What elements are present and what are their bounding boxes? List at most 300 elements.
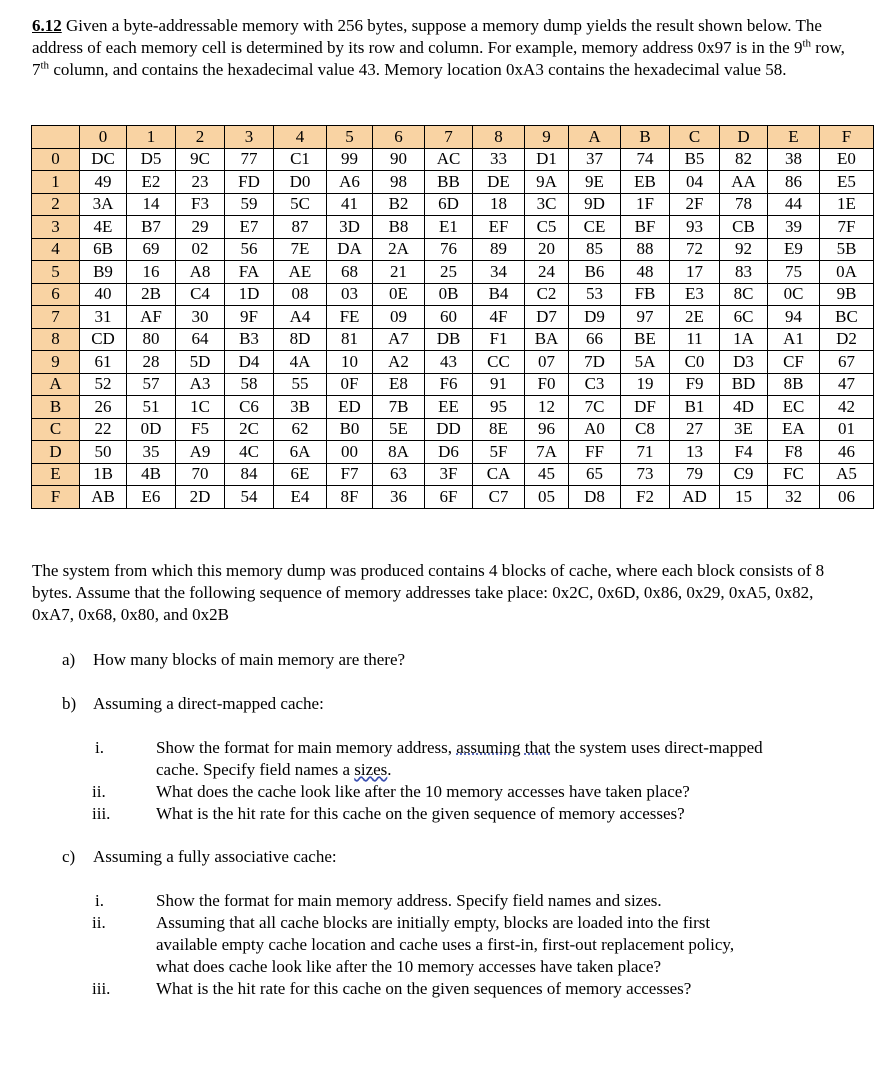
memory-cell: EA [768,418,820,441]
memory-cell: A0 [569,418,621,441]
memory-cell: 94 [768,306,820,329]
memory-cell: 5F [473,441,525,464]
memory-cell: 7D [569,351,621,374]
memory-cell: 5D [176,351,225,374]
memory-cell: 77 [225,148,274,171]
memory-cell: 2D [176,486,225,509]
corner-cell [32,126,80,149]
memory-cell: 30 [176,306,225,329]
memory-cell: 75 [768,261,820,284]
memory-row [32,418,874,441]
memory-cell: 2B [127,283,176,306]
memory-cell: 8E [473,418,525,441]
column-header: 0 [80,126,127,149]
memory-cell: CE [569,216,621,239]
memory-cell: 8D [274,328,327,351]
memory-cell: 46 [820,441,874,464]
memory-cell: 35 [127,441,176,464]
memory-cell: A9 [176,441,225,464]
question-c-label: c) [62,847,76,866]
memory-cell: 2A [373,238,425,261]
memory-cell: 37 [569,148,621,171]
memory-cell: 9F [225,306,274,329]
memory-cell: 68 [327,261,373,284]
memory-cell: 47 [820,373,874,396]
memory-cell: 0A [820,261,874,284]
memory-cell: 38 [768,148,820,171]
memory-cell: 2F [670,193,720,216]
memory-cell: F3 [176,193,225,216]
memory-cell: 57 [127,373,176,396]
memory-cell: 9B [820,283,874,306]
memory-cell: 65 [569,463,621,486]
memory-cell: 95 [473,396,525,419]
memory-cell: 76 [425,238,473,261]
memory-cell: 00 [327,441,373,464]
memory-cell: FA [225,261,274,284]
memory-cell: 85 [569,238,621,261]
memory-cell: 16 [127,261,176,284]
memory-cell: E1 [425,216,473,239]
memory-cell: B0 [327,418,373,441]
memory-cell: 70 [176,463,225,486]
memory-cell: C3 [569,373,621,396]
memory-cell: A4 [274,306,327,329]
memory-cell: 5E [373,418,425,441]
memory-cell: CB [720,216,768,239]
column-header: B [621,126,670,149]
memory-cell: 80 [127,328,176,351]
memory-cell: A2 [373,351,425,374]
row-header: 6 [32,283,80,306]
memory-cell: CC [473,351,525,374]
memory-cell: 99 [327,148,373,171]
memory-cell: 3D [327,216,373,239]
memory-cell: 98 [373,171,425,194]
memory-row [32,463,874,486]
memory-cell: DB [425,328,473,351]
memory-cell: E2 [127,171,176,194]
memory-cell: E9 [768,238,820,261]
memory-cell: 93 [670,216,720,239]
memory-cell: B8 [373,216,425,239]
memory-cell: 63 [373,463,425,486]
memory-cell: 69 [127,238,176,261]
memory-row [32,441,874,464]
memory-cell: F4 [720,441,768,464]
memory-cell: 45 [525,463,569,486]
question-a-text: How many blocks of main memory are there? [93,650,406,669]
memory-cell: B3 [225,328,274,351]
memory-cell: AD [670,486,720,509]
column-header: C [670,126,720,149]
memory-row [32,328,874,351]
memory-cell: C9 [720,463,768,486]
memory-cell: 12 [525,396,569,419]
memory-cell: ED [327,396,373,419]
memory-cell: 43 [425,351,473,374]
memory-cell: 72 [670,238,720,261]
memory-cell: 03 [327,283,373,306]
memory-cell: 6B [80,238,127,261]
memory-row [32,306,874,329]
memory-cell: 6A [274,441,327,464]
memory-cell: E8 [373,373,425,396]
memory-cell: 7A [525,441,569,464]
question-c-i-label: i. [95,891,104,910]
memory-cell: 1A [720,328,768,351]
memory-cell: 14 [127,193,176,216]
memory-cell: 13 [670,441,720,464]
memory-cell: E0 [820,148,874,171]
memory-row [32,283,874,306]
memory-cell: 53 [569,283,621,306]
memory-cell: 60 [425,306,473,329]
memory-cell: FE [327,306,373,329]
memory-cell: 5A [621,351,670,374]
memory-cell: B9 [80,261,127,284]
memory-row [32,486,874,509]
memory-cell: 6C [720,306,768,329]
memory-cell: C2 [525,283,569,306]
memory-cell: 23 [176,171,225,194]
memory-cell: 3A [80,193,127,216]
memory-cell: BB [425,171,473,194]
memory-cell: 24 [525,261,569,284]
memory-cell: A1 [768,328,820,351]
memory-row [32,216,874,239]
row-header: B [32,396,80,419]
memory-cell: 36 [373,486,425,509]
memory-cell: A8 [176,261,225,284]
memory-cell: C0 [670,351,720,374]
question-a-label: a) [62,650,76,669]
memory-cell: 20 [525,238,569,261]
question-c-iii-label: iii. [92,979,111,998]
memory-cell: 49 [80,171,127,194]
memory-cell: DF [621,396,670,419]
memory-cell: 59 [225,193,274,216]
memory-cell: B7 [127,216,176,239]
memory-cell: 5B [820,238,874,261]
memory-cell: 10 [327,351,373,374]
memory-cell: 88 [621,238,670,261]
memory-cell: 6D [425,193,473,216]
column-header: A [569,126,621,149]
memory-cell: E3 [670,283,720,306]
memory-cell: B5 [670,148,720,171]
memory-cell: 1B [80,463,127,486]
row-header: 0 [32,148,80,171]
memory-cell: 01 [820,418,874,441]
memory-cell: 79 [670,463,720,486]
memory-cell: AC [425,148,473,171]
row-header: F [32,486,80,509]
memory-cell: 51 [127,396,176,419]
memory-cell: 04 [670,171,720,194]
memory-dump-table [31,125,874,509]
memory-cell: 1D [225,283,274,306]
memory-cell: 96 [525,418,569,441]
row-header: 3 [32,216,80,239]
memory-cell: FC [768,463,820,486]
row-header: E [32,463,80,486]
memory-cell: 66 [569,328,621,351]
question-b-i-text: Show the format for main memory address, assuming that the system uses direct-mapped cache. Specify field names a sizes. [156,738,763,779]
memory-cell: EE [425,396,473,419]
memory-cell: 31 [80,306,127,329]
memory-cell: F9 [670,373,720,396]
memory-cell: C4 [176,283,225,306]
memory-cell: D7 [525,306,569,329]
memory-cell: 09 [373,306,425,329]
memory-cell: 9A [525,171,569,194]
memory-cell: 0F [327,373,373,396]
row-header: 8 [32,328,80,351]
memory-cell: A5 [820,463,874,486]
memory-cell: 87 [274,216,327,239]
column-header-row [32,126,874,149]
column-header: 9 [525,126,569,149]
memory-cell: 9E [569,171,621,194]
memory-cell: 56 [225,238,274,261]
memory-row [32,238,874,261]
question-c-ii-text: Assuming that all cache blocks are initially empty, blocks are loaded into the first available empty cache location and cache uses a first-in, first-out replacement policy, what does cache look like after the 10 memory accesses have taken place? [156,913,735,976]
problem-intro [32,15,852,81]
column-header: F [820,126,874,149]
memory-cell: 22 [80,418,127,441]
row-header: 4 [32,238,80,261]
memory-cell: 15 [720,486,768,509]
memory-cell: D0 [274,171,327,194]
memory-cell: DA [327,238,373,261]
memory-cell: CD [80,328,127,351]
memory-cell: D2 [820,328,874,351]
memory-cell: 67 [820,351,874,374]
memory-cell: 4D [720,396,768,419]
memory-cell: 71 [621,441,670,464]
memory-cell: 33 [473,148,525,171]
memory-cell: BE [621,328,670,351]
question-c-ii-label: ii. [92,913,106,932]
memory-cell: 4E [80,216,127,239]
memory-row [32,171,874,194]
row-header: 9 [32,351,80,374]
memory-cell: 8A [373,441,425,464]
column-header: 1 [127,126,176,149]
memory-cell: F1 [473,328,525,351]
question-c-iii-text: What is the hit rate for this cache on the given sequences of memory accesses? [156,979,692,998]
memory-cell: C5 [525,216,569,239]
row-header: D [32,441,80,464]
memory-cell: 07 [525,351,569,374]
memory-cell: CF [768,351,820,374]
memory-cell: C1 [274,148,327,171]
memory-cell: 58 [225,373,274,396]
memory-cell: 9C [176,148,225,171]
memory-cell: E5 [820,171,874,194]
memory-cell: 6E [274,463,327,486]
memory-cell: 7B [373,396,425,419]
memory-cell: AE [274,261,327,284]
memory-cell: 7C [569,396,621,419]
memory-cell: D1 [525,148,569,171]
memory-cell: 06 [820,486,874,509]
memory-cell: 89 [473,238,525,261]
memory-cell: 90 [373,148,425,171]
memory-cell: AB [80,486,127,509]
memory-cell: E4 [274,486,327,509]
memory-cell: 40 [80,283,127,306]
superscript-th-1: th [802,37,812,50]
memory-cell: B6 [569,261,621,284]
memory-cell: E6 [127,486,176,509]
memory-cell: 34 [473,261,525,284]
memory-cell: F6 [425,373,473,396]
memory-cell: EF [473,216,525,239]
row-header: 5 [32,261,80,284]
memory-cell: B2 [373,193,425,216]
memory-cell: 8F [327,486,373,509]
superscript-th-2: th [40,59,50,72]
memory-cell: A6 [327,171,373,194]
memory-cell: 3E [720,418,768,441]
memory-cell: 3B [274,396,327,419]
memory-cell: 62 [274,418,327,441]
memory-cell: FB [621,283,670,306]
memory-cell: E7 [225,216,274,239]
question-b-iii-label: iii. [92,804,111,823]
memory-cell: D5 [127,148,176,171]
memory-cell: BF [621,216,670,239]
memory-cell: F8 [768,441,820,464]
row-header: 1 [32,171,80,194]
memory-cell: DC [80,148,127,171]
memory-cell: 1F [621,193,670,216]
question-b-iii-text: What is the hit rate for this cache on the given sequence of memory accesses? [156,804,685,823]
memory-cell: 7E [274,238,327,261]
memory-cell: 26 [80,396,127,419]
column-header: 7 [425,126,473,149]
memory-cell: 28 [127,351,176,374]
memory-cell: 5C [274,193,327,216]
question-b-i-label: i. [95,738,104,757]
memory-cell: 19 [621,373,670,396]
memory-cell: 54 [225,486,274,509]
question-b-ii-text: What does the cache look like after the 10 memory accesses have taken place? [156,782,690,801]
memory-cell: C8 [621,418,670,441]
memory-cell: A7 [373,328,425,351]
memory-cell: 9D [569,193,621,216]
memory-cell: 0C [768,283,820,306]
memory-cell: F5 [176,418,225,441]
question-b-text: Assuming a direct-mapped cache: [93,694,324,713]
memory-cell: 32 [768,486,820,509]
column-header: 4 [274,126,327,149]
memory-cell: 91 [473,373,525,396]
question-c-text: Assuming a fully associative cache: [93,847,337,866]
column-header: D [720,126,768,149]
memory-cell: 86 [768,171,820,194]
memory-cell: 39 [768,216,820,239]
memory-cell: DD [425,418,473,441]
memory-cell: 25 [425,261,473,284]
memory-cell: D4 [225,351,274,374]
question-b-label: b) [62,694,77,713]
memory-cell: 0D [127,418,176,441]
memory-cell: F0 [525,373,569,396]
row-header: C [32,418,80,441]
memory-cell: 21 [373,261,425,284]
memory-cell: 08 [274,283,327,306]
memory-cell: 78 [720,193,768,216]
memory-cell: BC [820,306,874,329]
memory-row [32,193,874,216]
memory-cell: EB [621,171,670,194]
memory-cell: 97 [621,306,670,329]
memory-cell: BD [720,373,768,396]
memory-cell: 1E [820,193,874,216]
memory-cell: 92 [720,238,768,261]
memory-cell: F7 [327,463,373,486]
memory-cell: 2E [670,306,720,329]
memory-cell: 84 [225,463,274,486]
memory-cell: 4A [274,351,327,374]
memory-cell: FD [225,171,274,194]
memory-cell: FF [569,441,621,464]
memory-cell: AA [720,171,768,194]
memory-cell: 3C [525,193,569,216]
memory-cell: DE [473,171,525,194]
memory-cell: B1 [670,396,720,419]
memory-cell: 52 [80,373,127,396]
memory-cell: 55 [274,373,327,396]
memory-cell: 4C [225,441,274,464]
memory-cell: 11 [670,328,720,351]
memory-row [32,148,874,171]
problem-number: 6.12 [32,16,62,35]
memory-cell: D8 [569,486,621,509]
memory-cell: F2 [621,486,670,509]
memory-cell: 05 [525,486,569,509]
memory-cell: 6F [425,486,473,509]
column-header: 6 [373,126,425,149]
memory-cell: 74 [621,148,670,171]
question-b-ii-label: ii. [92,782,106,801]
row-header: 2 [32,193,80,216]
memory-cell: 4F [473,306,525,329]
memory-cell: 64 [176,328,225,351]
memory-cell: 73 [621,463,670,486]
memory-cell: 82 [720,148,768,171]
memory-cell: 2C [225,418,274,441]
intro-text-1: Given a byte-addressable memory with 256 bytes, suppose a memory dump yields the result shown below. The address of each memory cell is determined by its row and column. For example, memory address 0x97 is in the 9 [32,16,822,57]
memory-cell: 1C [176,396,225,419]
memory-cell: 29 [176,216,225,239]
memory-cell: CA [473,463,525,486]
question-c-i-text: Show the format for main memory address. Specify field names and sizes. [156,891,662,910]
memory-row [32,261,874,284]
memory-cell: 8B [768,373,820,396]
memory-cell: D6 [425,441,473,464]
memory-cell: BA [525,328,569,351]
row-header: 7 [32,306,80,329]
column-header: 3 [225,126,274,149]
row-header: A [32,373,80,396]
memory-cell: 44 [768,193,820,216]
memory-cell: D9 [569,306,621,329]
column-header: 2 [176,126,225,149]
